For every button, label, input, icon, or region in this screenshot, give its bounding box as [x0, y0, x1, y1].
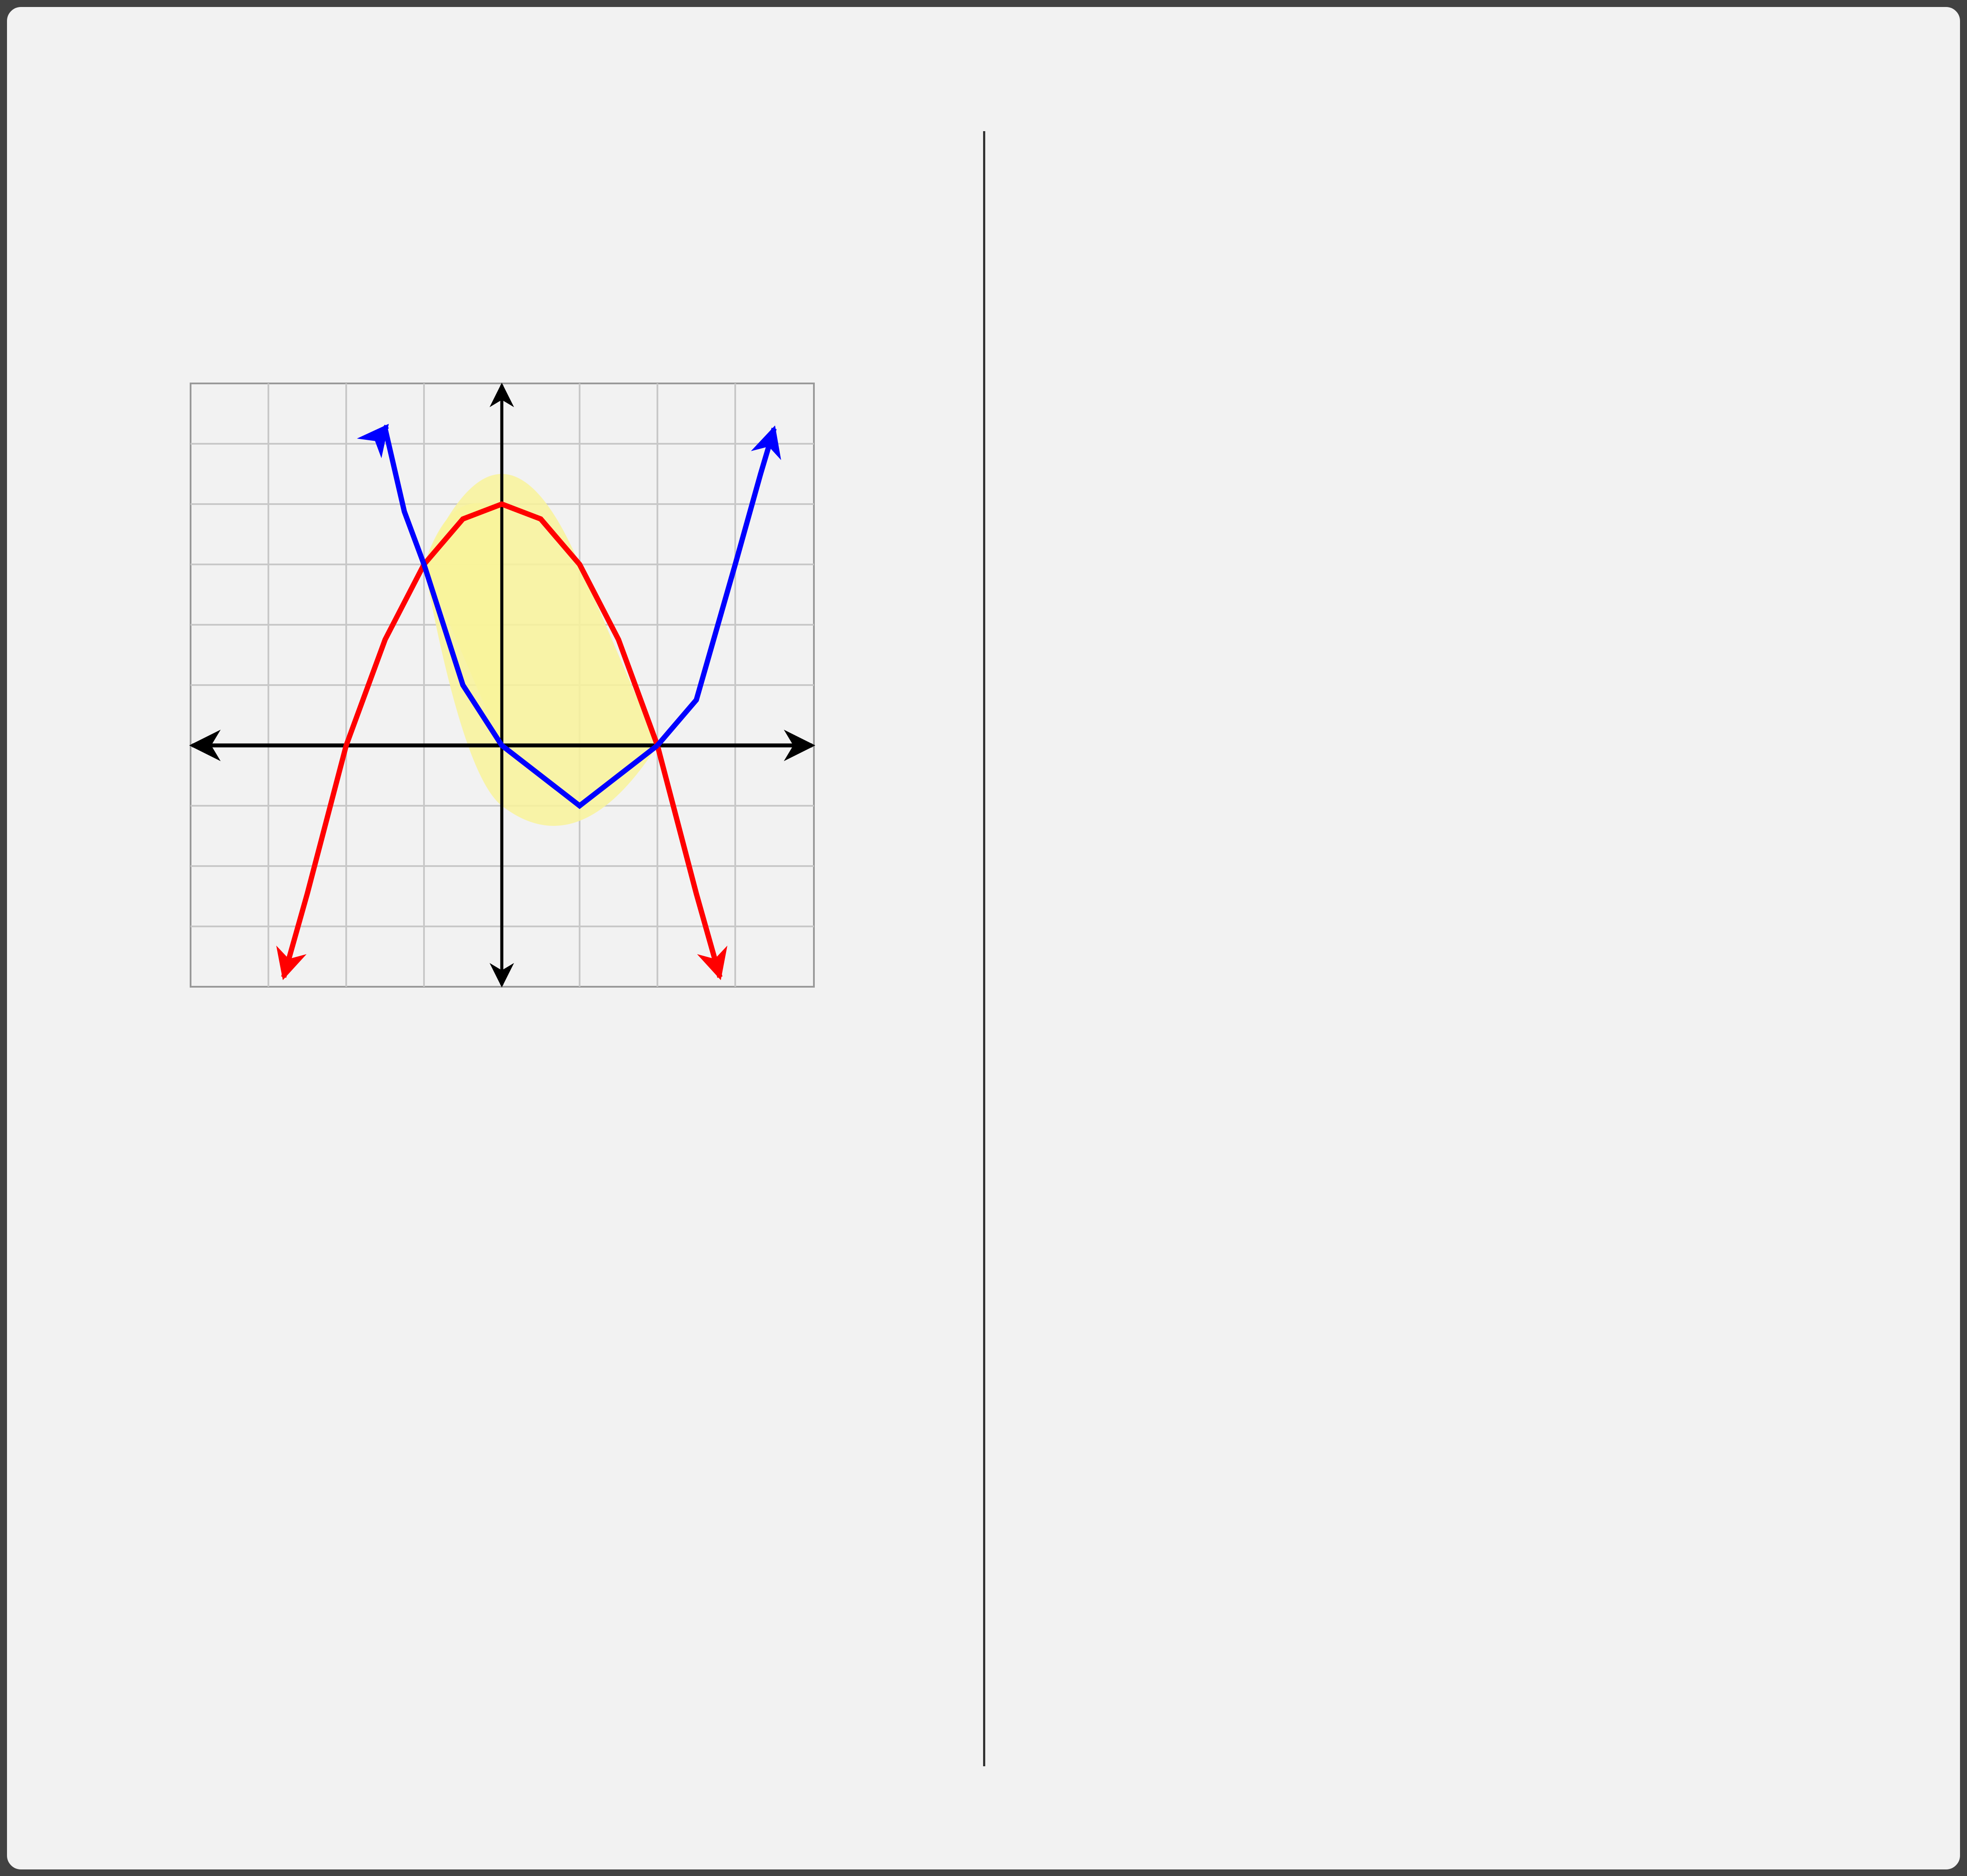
example1-graph — [191, 383, 814, 987]
